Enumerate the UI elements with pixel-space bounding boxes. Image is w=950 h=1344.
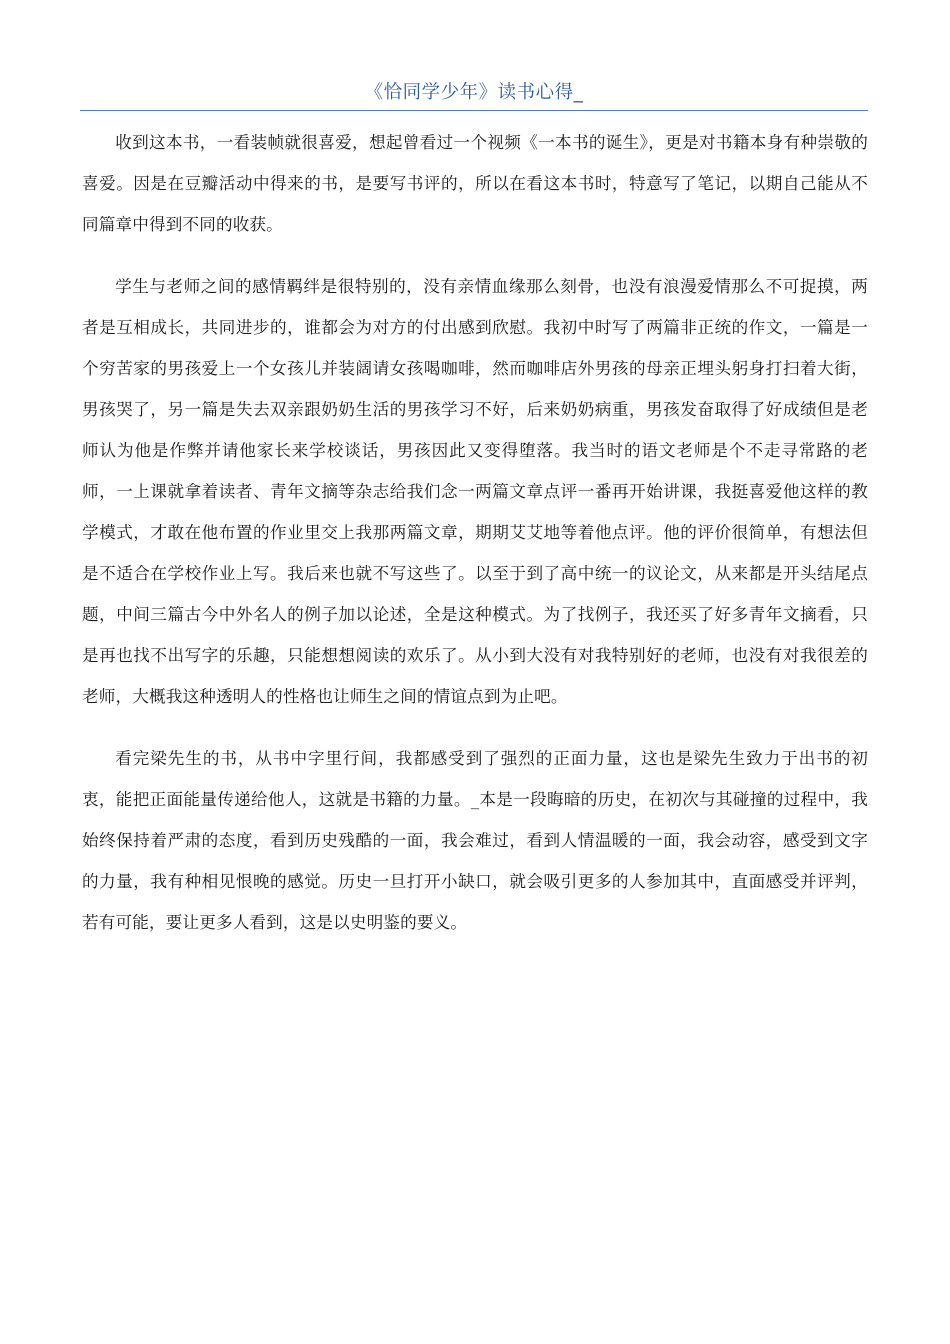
paragraph-2: 学生与老师之间的感情羁绊是很特别的，没有亲情血缘那么刻骨，也没有浪漫爱情那么不可捉摸，两者是互相成长，共同进步的，谁都会为对方的付出感到欣慰。我初中时写了两篇非正统的作文，一篇是一个穷苦家的男孩爱上一个女孩儿并装阔请女孩喝咖啡，然而咖啡店外男孩的母亲正埋头躬身打扫着大街，男孩哭了，另一篇是失去双亲跟奶奶生活的男孩学习不好，后来奶奶病重，男孩发奋取得了好成绩但是老师认为他是作弊并请他家长来学校谈话，男孩因此又变得堕落。我当时的语文老师是个不走寻常路的老师，一上课就拿着读者、青年文摘等杂志给我们念一两篇文章点评一番再开始讲课，我挺喜爱他这样的教学模式，才敢在他布置的作业里交上我那两篇文章，期期艾艾地等着他点评。他的评价很简单，有想法但是不适合在学校作业上写。我后来也就不写这些了。以至于到了高中统一的议论文，从来都是开头结尾点题，中间三篇古今中外名人的例子加以论述，全是这种模式。为了找例子，我还买了好多青年文摘看，只是再也找不出写字的乐趣，只能想想阅读的欢乐了。从小到大没有对我特别好的老师，也没有对我很差的老师，大概我这种透明人的性格也让师生之间的情谊点到为止吧。 [82,277,868,706]
document-title: 《恰同学少年》读书心得_ [364,82,584,103]
document-body [82,122,868,964]
paragraph-1: 收到这本书，一看装帧就很喜爱，想起曾看过一个视频《一本书的诞生》，更是对书籍本身有种崇敬的喜爱。因是在豆瓣活动中得来的书，是要写书评的，所以在看这本书时，特意写了笔记，以期自己能从不同篇章中得到不同的收获。 [82,133,868,234]
paragraph-3: 看完梁先生的书，从书中字里行间，我都感受到了强烈的正面力量，这也是梁先生致力于出书的初衷，能把正面能量传递给他人，这就是书籍的力量。_本是一段晦暗的历史，在初次与其碰撞的过程中，我始终保持着严肃的态度，看到历史残酷的一面，我会难过，看到人情温暖的一面，我会动容，感受到文字的力量，我有种相见恨晚的感觉。历史一旦打开小缺口，就会吸引更多的人参加其中，直面感受并评判，若有可能，要让更多人看到，这是以史明鉴的要义。 [82,749,868,932]
document-header [80,80,868,111]
